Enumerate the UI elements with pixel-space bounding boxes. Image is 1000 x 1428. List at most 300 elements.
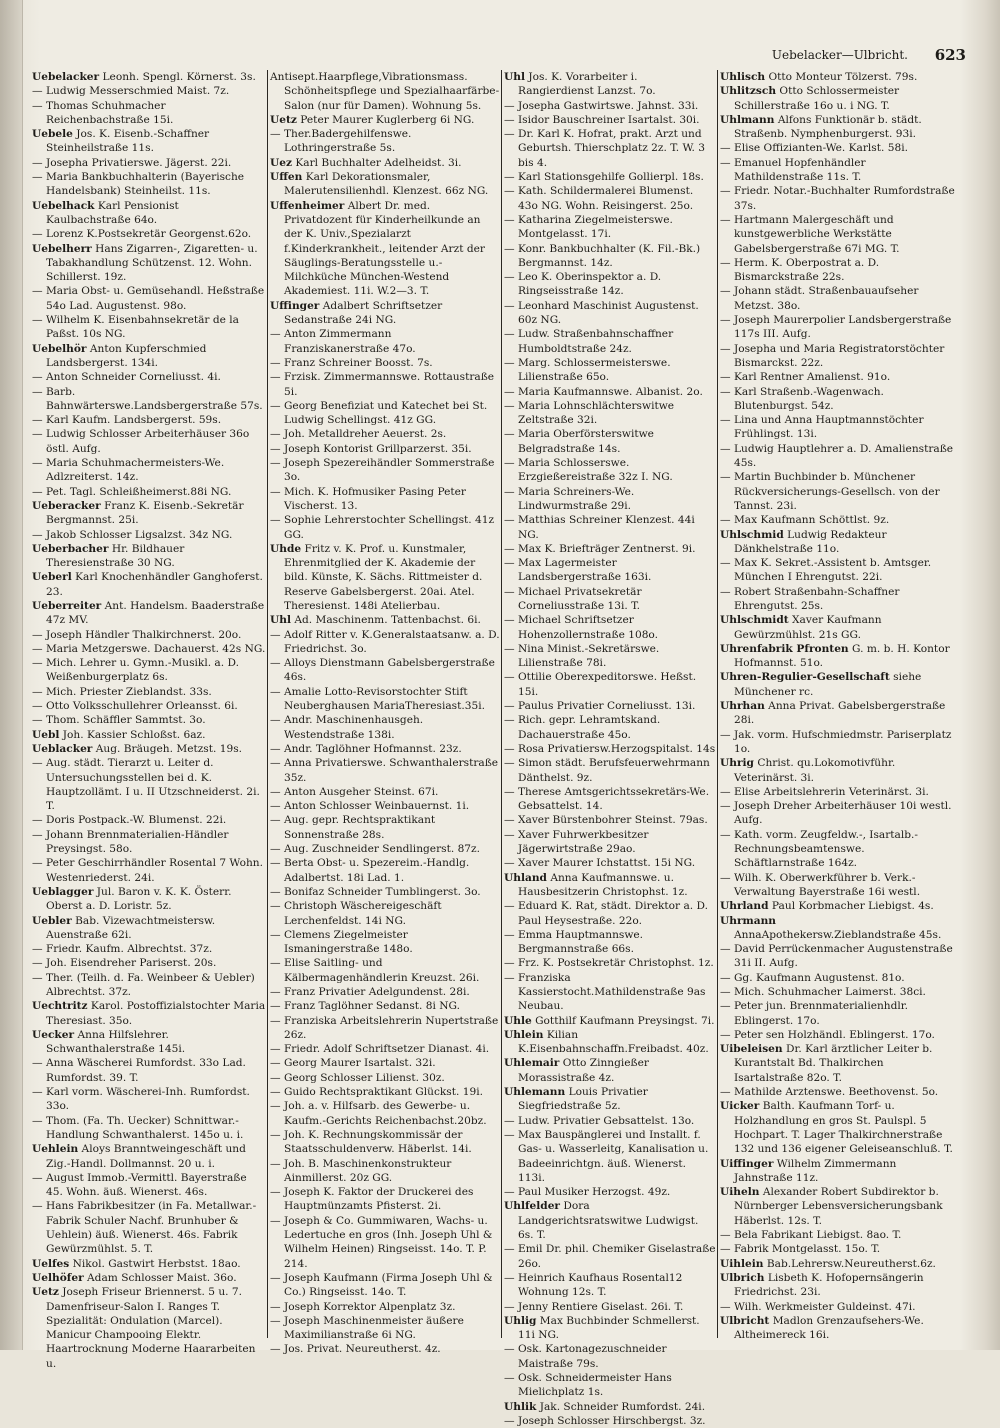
- entry-text: — Joh. K. Rechnungskommissär der Staatsschuldenverw. Häberlst. 14i.: [270, 1128, 472, 1156]
- entry-text: Jul. Baron v. K. K. Österr. Oberst a. D. Loristr. 5z.: [46, 885, 232, 913]
- directory-entry: [32, 170, 266, 199]
- entry-text: — Maria Schuhmachermeisters-We. Adlzreiterst. 14z.: [32, 457, 225, 484]
- entry-text: — Rich. gepr. Lehramtskand. Dachauerstraße 45o.: [504, 714, 661, 741]
- entry-surname: Uihlein: [720, 1257, 764, 1270]
- directory-entry: [720, 699, 956, 728]
- directory-entry: [504, 1128, 716, 1185]
- directory-entry: [270, 685, 500, 714]
- directory-entry: [504, 871, 716, 900]
- directory-entry: [720, 785, 956, 799]
- directory-entry: [32, 628, 266, 642]
- entry-text: — Ther. (Teilh. d. Fa. Weinbeer & Uebler) Albrechtst. 37z.: [32, 971, 255, 998]
- entry-text: — Emanuel Hopfenhändler Mathildenstraße 11s. T.: [720, 156, 866, 184]
- directory-entry: [504, 385, 716, 399]
- directory-entry: [504, 1185, 716, 1199]
- entry-surname: Ulbricht: [720, 1314, 770, 1327]
- directory-entry: [720, 756, 956, 785]
- entry-text: — Anton Zimmermann Franziskanerstraße 47o.: [270, 328, 416, 355]
- directory-entry: [720, 413, 956, 442]
- entry-text: Jos. K. Eisenb.-Schaffner Steinheilstraße 11s.: [46, 128, 210, 155]
- entry-text: — Robert Straßenbahn-Schaffner Ehrengutst. 25s.: [720, 585, 900, 612]
- entry-surname: Uhlschmidt: [720, 614, 789, 627]
- entry-text: — Elise Arbeitslehrerin Veterinärst. 3i.: [720, 785, 929, 798]
- entry-text: — Mich. Schuhmacher Laimerst. 38ci.: [720, 986, 926, 998]
- column-1: [32, 70, 266, 1370]
- directory-entry: [504, 899, 716, 928]
- entry-surname: Uebler: [32, 914, 72, 927]
- entry-text: — Michael Privatsekretär Corneliusstraße 13i. T.: [504, 585, 642, 612]
- entry-surname: Uffen: [270, 171, 303, 184]
- entry-text: — Max K. Sekret.-Assistent b. Amtsger. München I Ehrengutst. 22i.: [720, 557, 932, 584]
- entry-text: — Ludwig Messerschmied Maist. 7z.: [32, 85, 230, 98]
- directory-entry: [32, 528, 266, 542]
- entry-surname: Uibeleisen: [720, 1043, 783, 1056]
- entry-text: — Thom. Schäffler Sammtst. 3o.: [32, 714, 206, 727]
- entry-surname: Uhlig: [504, 1314, 537, 1327]
- page-header: [40, 46, 970, 66]
- directory-entry: [32, 1114, 266, 1143]
- entry-text: — Berta Obst- u. Spezereim.-Handlg. Adalbertst. 18i Lad. 1.: [270, 857, 470, 884]
- entry-text: Alfons Funktionär b. städt. Straßenb. Nymphenburgerst. 93i.: [734, 113, 922, 141]
- directory-entry: [720, 1157, 956, 1186]
- entry-text: — Simon städt. Berufsfeuerwehrmann Dänthelst. 9z.: [504, 757, 710, 784]
- entry-text: — Anna Privatierswe. Schwanthalerstraße 35z.: [270, 757, 499, 784]
- entry-text: — Hans Fabrikbesitzer (in Fa. Metallwar.-Fabrik Schuler Nachf. Brunhuber & Uehlein) äuß. Wienerst. 46s. Fabrik Gewürzmühlst. 5. T.: [32, 1200, 257, 1256]
- directory-entry: [32, 1142, 266, 1171]
- directory-entry: [32, 656, 266, 685]
- entry-text: — Clemens Ziegelmeister Ismaningerstraße 148o.: [270, 928, 413, 956]
- directory-entry: [32, 685, 266, 699]
- directory-entry: [504, 399, 716, 428]
- entry-text: — Barb. Bahnwärterswe.Landsbergerstraße 57s.: [32, 385, 263, 412]
- directory-entry: [504, 184, 716, 213]
- entry-text: — Friedr. Adolf Schriftsetzer Dianast. 4i.: [270, 1043, 490, 1056]
- entry-surname: Uhlik: [504, 1400, 537, 1413]
- directory-entry: [504, 956, 716, 970]
- directory-entry: [32, 385, 266, 414]
- entry-text: — Ottilie Oberexpeditorswe. Heßst. 15i.: [504, 671, 697, 698]
- entry-text: — Doris Postpack.-W. Blumenst. 22i.: [32, 814, 227, 827]
- entry-text: — Wilh. Werkmeister Guldeinst. 47i.: [720, 1300, 916, 1313]
- entry-text: — Maria Schlosserswe. Erzgießereistraße 32z I. NG.: [504, 457, 673, 484]
- entry-surname: Uhrhan: [720, 700, 765, 713]
- directory-entry: [32, 313, 266, 342]
- entry-text: Xaver Kaufmann Gewürzmühlst. 21s GG.: [734, 614, 882, 641]
- entry-text: — Franz Taglöhner Sedanst. 8i NG.: [270, 1000, 461, 1013]
- directory-entry: [720, 156, 956, 185]
- directory-entry: [504, 327, 716, 356]
- directory-entry: [270, 399, 500, 428]
- entry-text: — Isidor Bauschreiner Isartalst. 30i.: [504, 113, 700, 126]
- column-divider: [717, 70, 718, 1338]
- entry-text: — Franziska Arbeitslehrerin Nupertstraße 26z.: [270, 1014, 499, 1041]
- entry-text: — Aug. städt. Tierarzt u. Leiter d. Untersuchungsstellen bei d. K. Hauptzollämt. I u. II Utzschneiderst. 2i. T.: [32, 757, 260, 813]
- directory-entry: [720, 1271, 956, 1300]
- directory-entry: [270, 1085, 500, 1099]
- page-number: 623: [934, 46, 966, 64]
- entry-text: — Frz. K. Postsekretär Christophst. 1z.: [504, 957, 714, 970]
- directory-entry: [32, 542, 266, 571]
- entry-text: — Maria Kaufmannswe. Albanist. 2o.: [504, 385, 703, 398]
- directory-entry: [720, 828, 956, 871]
- entry-text: — Hartmann Malergeschäft und kunstgewerbliche Werkstätte Gabelsbergerstraße 67i MG. T.: [720, 213, 900, 255]
- entry-text: — Maria Schreiners-We. Lindwurmstraße 29i.: [504, 485, 635, 512]
- directory-entry: [720, 642, 956, 671]
- entry-text: — Joseph Dreher Arbeiterhäuser 10i westl. Aufg.: [720, 800, 952, 827]
- entry-text: — Ludwig Schlosser Arbeiterhäuser 36o östl. Aufg.: [32, 428, 250, 455]
- entry-text: — Kath. Schildermalerei Blumenst. 43o NG. Wohn. Reisingerst. 25o.: [504, 185, 694, 212]
- entry-text: — Lina und Anna Hauptmannstöchter Frühlingst. 13i.: [720, 414, 924, 441]
- directory-entry: [32, 456, 266, 485]
- directory-entry: [270, 1071, 500, 1085]
- entry-text: — Joseph Maschinenmeister äußere Maximilianstraße 6i NG.: [270, 1314, 464, 1342]
- directory-entry: [504, 742, 716, 756]
- entry-text: — Andr. Maschinenhausgeh. Westendstraße 138i.: [270, 714, 424, 741]
- directory-entry: [32, 499, 266, 528]
- entry-text: — Thomas Schuhmacher Reichenbachstraße 15i.: [32, 99, 174, 126]
- directory-entry: [504, 1414, 716, 1428]
- entry-text: — Georg Maurer Isartalst. 32i.: [270, 1057, 436, 1070]
- directory-entry: [270, 656, 500, 685]
- entry-text: — Xaver Bürstenbohrer Steinst. 79as.: [504, 814, 708, 827]
- entry-surname: Uhrmann: [720, 914, 776, 927]
- directory-entry: [32, 856, 266, 885]
- entry-text: Joseph Friseur Briennerst. 5 u. 7. Damenfriseur-Salon I. Ranges T. Spezialität: Ondulation (Marcel). Manicur Champooing Elektr. Haartrocknung Moderne Haararbeiten u.: [46, 1286, 256, 1370]
- entry-surname: Uecker: [32, 1028, 75, 1041]
- entry-text: — Emil Dr. phil. Chemiker Giselastraße 26o.: [504, 1243, 716, 1270]
- entry-text: — Sophie Lehrerstochter Schellingst. 41z GG.: [270, 514, 495, 541]
- entry-text: Albert Dr. med. Privatdozent für Kinderheilkunde an der K. Univ.,Spezialarzt f.Kinderkrankheit., leitender Arzt der Säuglings-Beratungsstelle u.-Milchküche München-Westend Akademiest. 11i. W.2—3. T.: [284, 199, 485, 298]
- directory-entry: [270, 113, 500, 127]
- directory-entry: [32, 1199, 266, 1256]
- directory-entry: [720, 84, 956, 113]
- entry-text: Karl Dekorationsmaler, Malerutensilienhdl. Klenzest. 66z NG.: [284, 171, 489, 198]
- directory-entry: [270, 127, 500, 156]
- directory-entry: [270, 628, 500, 657]
- directory-entry: [32, 342, 266, 371]
- entry-text: Max Buchbinder Schmellerst. 11i NG.: [518, 1314, 700, 1342]
- entry-text: — Paulus Privatier Corneliusst. 13i.: [504, 700, 696, 713]
- entry-text: — Maria Metzgerswe. Dachauerst. 42s NG.: [32, 642, 266, 655]
- directory-entry: [720, 470, 956, 513]
- entry-text: — Amalie Lotto-Revisorstochter Stift Neuberghausen MariaTheresiast.35i.: [270, 685, 485, 713]
- entry-surname: Uhde: [270, 542, 302, 555]
- entry-text: Kilian K.Eisenbahnschaffn.Freibadst. 40z.: [518, 1028, 709, 1056]
- column-3: [504, 70, 716, 1427]
- entry-text: — Ludw. Straßenbahnschaffner Humboldtstraße 24z.: [504, 328, 674, 355]
- directory-entry: [720, 284, 956, 313]
- directory-entry: [32, 156, 266, 170]
- entry-text: — Jak. vorm. Hufschmiedmstr. Pariserplatz 1o.: [720, 728, 952, 755]
- directory-entry: [270, 199, 500, 299]
- directory-entry: [504, 642, 716, 671]
- directory-entry: [270, 813, 500, 842]
- directory-entry: [720, 442, 956, 471]
- entry-text: Dr. Karl ärztlicher Leiter b. Kurantstalt Bd. Thalkirchen Isartalstraße 82o. T.: [734, 1043, 933, 1084]
- entry-text: — Joseph Maurerpolier Landsbergerstraße 117s III. Aufg.: [720, 314, 952, 341]
- entry-text: — Franz Schreiner Boosst. 7s.: [270, 356, 433, 369]
- directory-entry: [504, 113, 716, 127]
- entry-text: Alexander Robert Subdirektor b. Nürnberger Lebensversicherungsbank Häberlst. 12s. T.: [734, 1186, 943, 1227]
- entry-text: — Jenny Rentiere Giselast. 26i. T.: [504, 1300, 684, 1313]
- directory-entry: [720, 513, 956, 527]
- entry-text: — Joseph Korrektor Alpenplatz 3z.: [270, 1300, 456, 1313]
- directory-entry: [270, 485, 500, 514]
- entry-text: Nikol. Gastwirt Herbstst. 18ao.: [72, 1257, 241, 1270]
- directory-entry: [32, 70, 266, 84]
- directory-entry: [504, 1085, 716, 1114]
- entry-text: — Elise Saitling- und Kälbermagenhändlerin Kreuzst. 26i.: [270, 957, 480, 984]
- entry-surname: Uhrland: [720, 900, 769, 913]
- entry-text: siehe Münchener rc.: [734, 671, 922, 698]
- entry-text: — Joseph & Co. Gummiwaren, Wachs- u. Ledertuche en gros (Inh. Joseph Uhl & Wilhelm Heinen) Ringseisst. 14o. T. P. 214.: [270, 1214, 493, 1270]
- directory-entry: [720, 613, 956, 642]
- entry-text: — Guido Rechtspraktikant Glückst. 19i.: [270, 1086, 483, 1099]
- directory-entry: [504, 213, 716, 242]
- entry-surname: Uhrig: [720, 757, 754, 770]
- entry-surname: Uhland: [504, 871, 547, 884]
- entry-text: — Joh. Metalldreher Aeuerst. 2s.: [270, 428, 447, 441]
- directory-entry: [32, 570, 266, 599]
- entry-surname: Uhle: [504, 1014, 532, 1027]
- entry-text: — Mathilde Arztenswe. Beethovenst. 5o.: [720, 1086, 939, 1099]
- directory-entry: [504, 785, 716, 814]
- directory-entry: [504, 1242, 716, 1271]
- directory-entry: [504, 1300, 716, 1314]
- entry-text: — Michael Schriftsetzer Hohenzollernstraße 108o.: [504, 614, 658, 641]
- entry-text: — Georg Benefiziat und Katechet bei St. Ludwig Schellingst. 41z GG.: [270, 399, 488, 427]
- directory-entry: [504, 1199, 716, 1242]
- entry-text: Otto Monteur Tölzerst. 79s.: [768, 71, 918, 83]
- entry-text: — Max Lagermeister Landsbergerstraße 163i.: [504, 557, 652, 584]
- entry-text: — Karl Kaufm. Landsbergerst. 59s.: [32, 414, 222, 427]
- entry-surname: Uiheln: [720, 1186, 760, 1199]
- entry-text: — Konr. Bankbuchhalter (K. Fil.-Bk.) Bergmannst. 14z.: [504, 242, 701, 269]
- entry-text: — Andr. Taglöhner Hofmannst. 23z.: [270, 742, 462, 755]
- directory-entry: [32, 1285, 266, 1371]
- entry-text: — Mich. Lehrer u. Gymn.-Musikl. a. D. Weißenburgerplatz 6s.: [32, 657, 239, 684]
- directory-entry: [504, 971, 716, 1014]
- entry-surname: Uelhöfer: [32, 1271, 84, 1284]
- directory-entry: [32, 227, 266, 241]
- directory-entry: [504, 127, 716, 170]
- entry-text: Anna Privat. Gabelsbergerstraße 28i.: [734, 700, 946, 727]
- entry-text: Balth. Kaufmann Torf- u. Holzhandlung en gros St. Paulspl. 5 Hochpart. T. Lager Thalkirchnerstraße 132 und 136 eigener Geleiseanschluß. T.: [734, 1100, 953, 1156]
- entry-text: — Max Kaufmann Schöttlst. 9z.: [720, 514, 890, 527]
- entry-surname: Uhren-Regulier-Gesellschaft: [720, 671, 890, 684]
- entry-text: — Gg. Kaufmann Augustenst. 81o.: [720, 971, 905, 984]
- entry-text: — Joseph Schlosser Hirschbergst. 3z.: [504, 1414, 706, 1427]
- entry-surname: Uhlemann: [504, 1086, 566, 1099]
- directory-entry: [32, 699, 266, 713]
- directory-entry: [270, 1300, 500, 1314]
- directory-entry: [270, 427, 500, 441]
- entry-text: Christ. qu.Lokomotivführ. Veterinärst. 3i.: [734, 757, 896, 784]
- entry-text: Fritz v. K. Prof. u. Kunstmaler, Ehrenmitglied der K. Akademie der bild. Künste, K. Sächs. Rittmeister d. Reserve Gabelsbergerst. 20ai. Atel. Theresienst. 148i Atelierbau.: [284, 542, 483, 612]
- directory-entry: [504, 170, 716, 184]
- column-4: [720, 70, 956, 1340]
- directory-entry: [504, 856, 716, 870]
- directory-entry: [720, 528, 956, 557]
- directory-entry: [32, 1257, 266, 1271]
- entry-text: — Josepha Gastwirtswe. Jahnst. 33i.: [504, 99, 699, 112]
- column-divider: [501, 70, 502, 1338]
- directory-entry: [270, 442, 500, 456]
- directory-entry: [504, 1400, 716, 1414]
- entry-text: — Ludwig Hauptlehrer a. D. Amalienstraße 45s.: [720, 442, 954, 470]
- directory-entry: [32, 599, 266, 628]
- entry-text: — Christoph Wäschereigeschäft Lerchenfeldst. 14i NG.: [270, 900, 442, 927]
- entry-text: — Fabrik Montgelasst. 15o. T.: [720, 1243, 881, 1256]
- entry-surname: Uffinger: [270, 299, 320, 312]
- entry-text: — Maria Lohnschlächterswitwe Zeltstraße 32i.: [504, 399, 675, 427]
- directory-entry: [270, 1342, 500, 1356]
- directory-entry: [504, 70, 716, 99]
- directory-entry: [720, 70, 956, 84]
- entry-text: — Johann Brennmaterialien-Händler Preysingst. 58o.: [32, 828, 229, 856]
- entry-text: — Frzisk. Zimmermannswe. Rottaustraße 5i.: [270, 371, 495, 398]
- entry-surname: Uhrenfabrik Pfronten: [720, 642, 849, 655]
- entry-surname: Uicker: [720, 1100, 760, 1113]
- directory-entry: [504, 813, 716, 827]
- entry-surname: Ueberbacher: [32, 542, 109, 555]
- directory-entry: [270, 613, 500, 627]
- entry-text: — Anton Ausgeher Steinst. 67i.: [270, 785, 439, 798]
- entry-text: — Joh. a. v. Hilfsarb. des Gewerbe- u. Kaufm.-Gerichts Reichenbachst.20bz.: [270, 1100, 487, 1127]
- directory-entry: [32, 413, 266, 427]
- directory-entry: [32, 427, 266, 456]
- entry-text: — Joh. Eisendreher Pariserst. 20s.: [32, 957, 217, 970]
- entry-text: — Joseph Spezereihändler Sommerstraße 3o.: [270, 457, 495, 484]
- entry-text: — Ther.Badergehilfenswe. Lothringerstraße 5s.: [270, 128, 412, 155]
- directory-entry: [720, 670, 956, 699]
- entry-text: — Mich. K. Hofmusiker Pasing Peter Vischerst. 13.: [270, 485, 466, 512]
- directory-entry: [270, 1014, 500, 1043]
- entry-text: Jak. Schneider Rumfordst. 24i.: [539, 1400, 706, 1413]
- entry-text: — Maria Obst- u. Gemüsehandl. Heßstraße 54o Lad. Augustenst. 98o.: [32, 285, 265, 312]
- entry-text: Madlon Grenzaufsehers-We. Altheimereck 16i.: [734, 1314, 924, 1342]
- directory-entry: [270, 999, 500, 1013]
- entry-surname: Uebelacker: [32, 71, 100, 83]
- entry-surname: Ueberacker: [32, 499, 101, 512]
- entry-text: Franz K. Eisenb.-Sekretär Bergmannst. 25i.: [46, 499, 244, 527]
- directory-entry: [504, 542, 716, 556]
- entry-text: Antisept.Haarpflege,Vibrationsmass. Schönheitspflege und Spezialhaarfärbe-Salon (nur für Damen). Wohnung 5s.: [270, 71, 500, 112]
- directory-entry: [32, 742, 266, 756]
- entry-text: — Pet. Tagl. Schleißheimerst.88i NG.: [32, 485, 232, 498]
- entry-text: — Alloys Dienstmann Gabelsbergerstraße 46s.: [270, 657, 495, 684]
- directory-entry: [270, 456, 500, 485]
- entry-surname: Uetz: [32, 1286, 59, 1299]
- entry-text: Bab.Lehrersw.Neureutherst.6z.: [766, 1257, 936, 1270]
- directory-entry: [32, 1271, 266, 1285]
- entry-text: — Joh. B. Maschinenkonstrukteur Ainmillerst. 20z GG.: [270, 1157, 452, 1184]
- entry-text: — Anna Wäscherei Rumfordst. 33o Lad. Rumfordst. 39. T.: [32, 1057, 246, 1084]
- entry-surname: Ueblacker: [32, 742, 93, 755]
- directory-entry: [720, 1257, 956, 1271]
- entry-text: — Osk. Kartonagezuschneider Maistraße 79s.: [504, 1343, 667, 1370]
- directory-entry: [720, 585, 956, 614]
- directory-entry: [270, 327, 500, 356]
- entry-text: Gotthilf Kaufmann Preysingst. 7i.: [535, 1014, 715, 1027]
- directory-entry: [32, 828, 266, 857]
- directory-entry: [504, 427, 716, 456]
- directory-entry: [270, 542, 500, 613]
- entry-surname: Uhlfelder: [504, 1200, 561, 1213]
- entry-text: — Leonhard Maschinist Augustenst. 60z NG.: [504, 299, 699, 327]
- entry-text: Otto Schlossermeister Schillerstraße 16o u. i NG. T.: [734, 85, 900, 112]
- entry-text: — Bonifaz Schneider Tumblingerst. 3o.: [270, 885, 481, 898]
- entry-surname: Uhlschmid: [720, 528, 784, 541]
- entry-text: Dora Landgerichtsratswitwe Ludwigst. 6s. T.: [518, 1200, 699, 1242]
- directory-entry: [32, 914, 266, 943]
- directory-entry: [32, 813, 266, 827]
- entry-text: — Ludw. Privatier Gebsattelst. 13o.: [504, 1114, 695, 1127]
- directory-entry: [270, 742, 500, 756]
- entry-text: Jos. K. Vorarbeiter i. Rangierdienst Lanzst. 7o.: [518, 71, 656, 98]
- entry-text: — Herm. K. Oberpostrat a. D. Bismarckstraße 22s.: [720, 256, 880, 284]
- directory-entry: [504, 585, 716, 614]
- entry-text: — Kath. vorm. Zeugfeldw.-, Isartalb.-Rechnungsbeamtenswe. Schäftlarnstraße 164z.: [720, 828, 918, 870]
- entry-text: — Friedr. Notar.-Buchhalter Rumfordstraße 37s.: [720, 185, 955, 212]
- directory-entry: [270, 299, 500, 328]
- entry-text: — Xaver Maurer Ichstattst. 15i NG.: [504, 857, 696, 870]
- entry-text: — Karl Stationsgehilfe Gollierpl. 18s.: [504, 171, 704, 184]
- entry-text: — Eduard K. Rat, städt. Direktor a. D. Paul Heysestraße. 22o.: [504, 900, 709, 927]
- directory-entry: [720, 971, 956, 985]
- entry-surname: Uiffinger: [720, 1157, 774, 1170]
- entry-text: — Franziska Kassierstocht.Mathildenstraße 9as Neubau.: [504, 971, 706, 1013]
- directory-entry: [720, 213, 956, 256]
- entry-text: — Maria Bankbuchhalterin (Bayerische Handelsbank) Steinheilst. 11s.: [32, 171, 245, 198]
- entry-text: — Martin Buchbinder b. Münchener Rückversicherungs-Gesellsch. von der Tannst. 23i.: [720, 471, 940, 512]
- entry-text: Ad. Maschinenm. Tattenbachst. 6i.: [294, 614, 481, 627]
- directory-entry: [32, 999, 266, 1028]
- directory-entry: [270, 1128, 500, 1157]
- directory-entry: [270, 1314, 500, 1343]
- entry-text: — Leo K. Oberinspektor a. D. Ringseisstraße 14z.: [504, 271, 662, 298]
- directory-entry: [504, 1056, 716, 1085]
- entry-surname: Uebele: [32, 128, 73, 141]
- directory-entry: [32, 713, 266, 727]
- directory-entry: [720, 1300, 956, 1314]
- entry-text: Karl Knochenhändler Ganghoferst. 23.: [46, 571, 263, 598]
- entry-surname: Uhlisch: [720, 71, 766, 83]
- entry-text: — Otto Volksschullehrer Orleansst. 6i.: [32, 700, 238, 713]
- entry-text: — Elise Offizianten-We. Karlst. 58i.: [720, 142, 908, 155]
- directory-entry: [720, 1099, 956, 1156]
- entry-surname: Uechtritz: [32, 1000, 88, 1013]
- entry-surname: Uhl: [270, 614, 291, 627]
- entry-text: — Joseph Kontorist Grillparzerst. 35i.: [270, 442, 472, 455]
- entry-text: — Friedr. Kaufm. Albrechtst. 37z.: [32, 943, 213, 956]
- entry-text: Bab. Vizewachtmeistersw. Auenstraße 62i.: [46, 914, 216, 941]
- entry-surname: Uhlitzsch: [720, 85, 777, 98]
- directory-entry: [504, 513, 716, 542]
- directory-entry: [504, 613, 716, 642]
- directory-entry: [720, 342, 956, 371]
- entry-text: — Max Bauspänglerei und Installt. f. Gas- u. Wasserleitg, Kanalisation u. Badeeinrichtgn. äuß. Wienerst. 113i.: [504, 1128, 709, 1184]
- entry-text: Anna Hilfslehrer. Schwanthalerstraße 145i.: [46, 1028, 186, 1056]
- directory-entry: [270, 70, 500, 113]
- entry-text: — Josepha und Maria Registratorstöchter Bismarckst. 22z.: [720, 342, 945, 369]
- directory-entry: [270, 1042, 500, 1056]
- entry-text: — Wilh. K. Oberwerkführer b. Verk.-Verwaltung Bayerstraße 16i westl.: [720, 871, 921, 898]
- directory-entry: [270, 1157, 500, 1186]
- entry-text: Louis Privatier Siegfriedstraße 5z.: [518, 1086, 648, 1113]
- entry-surname: Uffenheimer: [270, 199, 345, 212]
- entry-text: — Joseph Kaufmann (Firma Joseph Uhl & Co.) Ringseisst. 14o. T.: [270, 1271, 493, 1299]
